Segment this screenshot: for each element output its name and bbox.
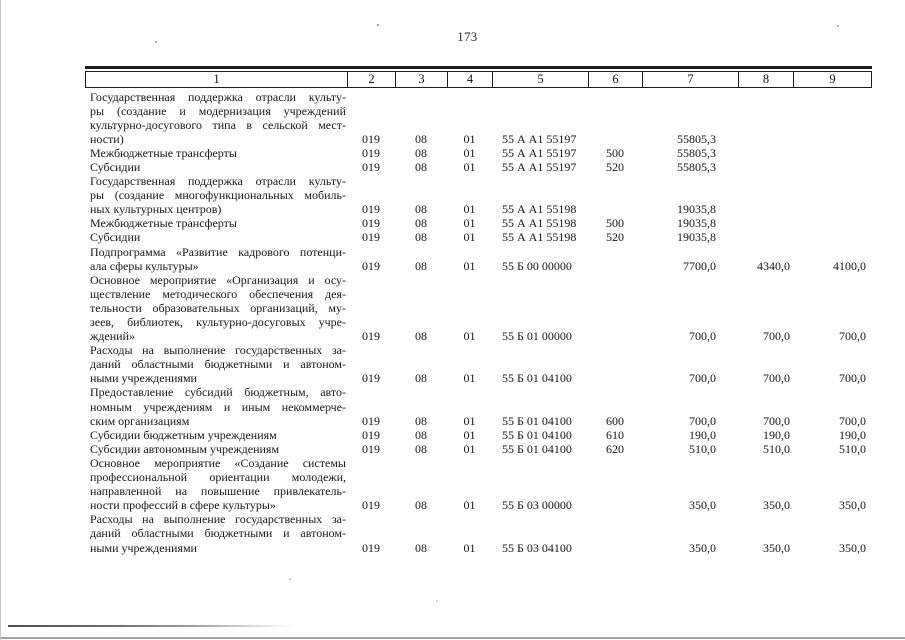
cell-col6: [588, 371, 642, 385]
budget-table: [85, 66, 872, 555]
row-name-line: ждений»: [90, 329, 135, 344]
cell-col5: 55 Б 01 04100: [502, 427, 572, 442]
row-name: [85, 442, 347, 456]
row-name-line: Межбюджетные трансферты: [90, 216, 237, 231]
cell-col4: 01: [463, 441, 476, 456]
cell-col5: 55 Б 01 00000: [502, 329, 572, 344]
cell-col8: 700,0: [763, 413, 790, 428]
cell-col6: 620: [606, 441, 624, 456]
scan-speck: [155, 41, 157, 43]
cell-col9: 700,0: [839, 371, 866, 386]
cell-col7: 190,0: [689, 427, 716, 442]
column-header: 9: [829, 71, 836, 86]
cell-col2: 019: [362, 202, 380, 217]
row-name-line: Субсидии автономным учреждениям: [90, 441, 280, 456]
cell-col7: 19035,8: [677, 230, 716, 245]
cell-col4: 01: [463, 230, 476, 245]
cell-col2: 019: [362, 413, 380, 428]
cell-col3: 08: [415, 371, 427, 386]
header-row: [85, 71, 872, 89]
scan-speck: [377, 24, 379, 26]
scan-speck: [289, 578, 291, 580]
row-name-line: Субсидии: [90, 230, 141, 245]
cell-col9: [793, 146, 872, 160]
cell-col5: 55 А А1 55197: [502, 145, 577, 160]
row-name: [85, 456, 347, 512]
cell-col5: 55 А А1 55198: [502, 216, 577, 231]
cell-col8: 4340,0: [757, 258, 790, 273]
cell-col4: 01: [463, 413, 476, 428]
row-name-line: ала сферы культуры»: [90, 258, 199, 273]
cell-col5: 55 Б 01 04100: [502, 413, 572, 428]
row-name: [85, 230, 347, 244]
cell-col7: 700,0: [689, 413, 716, 428]
cell-col4: 01: [463, 202, 476, 217]
cell-col2: 019: [362, 159, 380, 174]
cell-col3: 08: [415, 230, 427, 245]
cell-col7: 19035,8: [677, 216, 716, 231]
cell-col9: [793, 216, 872, 230]
cell-col6: 610: [606, 427, 624, 442]
column-header: 8: [739, 72, 794, 88]
cell-col6: [588, 498, 642, 512]
row-name-line: Субсидии бюджетным учреждениям: [90, 427, 277, 442]
row-name-line: ными учреждениями: [90, 371, 197, 386]
row-name: [85, 174, 347, 216]
scan-edge-left: [0, 0, 1, 640]
row-name: [85, 160, 347, 174]
table-row: [85, 442, 872, 456]
table-row: [85, 216, 872, 230]
cell-col3: 08: [415, 258, 427, 273]
cell-col7: 19035,8: [677, 202, 716, 217]
table-row: [85, 385, 872, 427]
row-name: [85, 385, 347, 427]
cell-col7: 510,0: [689, 441, 716, 456]
cell-col9: 700,0: [839, 413, 866, 428]
cell-col7: 7700,0: [683, 258, 716, 273]
table-row: [85, 230, 872, 244]
column-header: 1: [86, 72, 348, 88]
page-number: 173: [457, 30, 478, 44]
cell-col6: [588, 132, 642, 146]
cell-col2: 019: [362, 329, 380, 344]
cell-col4: 01: [463, 258, 476, 273]
cell-col2: 019: [362, 258, 380, 273]
cell-col7: 700,0: [689, 371, 716, 386]
row-name-line: зеев, библиотек, культурно-досуговых учре-: [90, 315, 346, 329]
column-header: 5: [493, 72, 589, 88]
row-name-line: ности профессий в сфере культуры»: [90, 498, 276, 513]
cell-col7: 350,0: [689, 498, 716, 513]
cell-col2: 019: [362, 427, 380, 442]
cell-col8: 700,0: [763, 329, 790, 344]
cell-col6: [588, 259, 642, 273]
cell-col3: 08: [415, 145, 427, 160]
table-top-rule: [85, 66, 872, 69]
cell-col8: [738, 146, 793, 160]
cell-col9: [793, 202, 872, 216]
cell-col2: 019: [362, 540, 380, 555]
row-name-line: Основное мероприятие «Организация и осу-: [90, 272, 346, 287]
row-name: [85, 343, 347, 385]
cell-col7: 350,0: [689, 540, 716, 555]
cell-col2: 019: [362, 441, 380, 456]
cell-col9: 350,0: [839, 540, 866, 555]
row-name-line: ры (создание многофункциональных мобиль-: [90, 188, 346, 203]
table-row: [85, 512, 872, 554]
cell-col8: 700,0: [763, 371, 790, 386]
cell-col6: 500: [606, 216, 624, 231]
cell-col2: 019: [362, 216, 380, 231]
row-name-line: Основное мероприятие «Создание системы: [90, 455, 346, 470]
cell-col8: 350,0: [763, 540, 790, 555]
cell-col5: 55 А А1 55198: [502, 202, 577, 217]
row-name-line: профессиональной ориентации молодежи,: [90, 470, 346, 485]
cell-col5: 55 Б 03 00000: [502, 498, 572, 513]
row-name-line: Государственная поддержка отрасли культу-: [90, 174, 346, 189]
cell-col2: 019: [362, 371, 380, 386]
table-row: [85, 245, 872, 273]
row-name: [85, 216, 347, 230]
cell-col6: 600: [606, 413, 624, 428]
cell-col2: 019: [362, 131, 380, 146]
row-name-line: ществление методического обеспечения дея-: [90, 286, 346, 301]
table-row: [85, 428, 872, 442]
table-row: [85, 273, 872, 343]
footnote-rule: [8, 625, 308, 627]
cell-col7: 700,0: [689, 329, 716, 344]
cell-col8: 190,0: [763, 427, 790, 442]
cell-col5: 55 Б 00 00000: [502, 258, 572, 273]
cell-col3: 08: [415, 540, 427, 555]
row-name-line: направленной на повышение привлекатель-: [90, 484, 346, 499]
column-header: 4: [448, 72, 493, 88]
table-row: [85, 174, 872, 216]
row-name-line: даний областными бюджетными и автоном-: [90, 526, 346, 541]
cell-col6: [588, 202, 642, 216]
cell-col6: [588, 329, 642, 343]
row-name-line: Предоставление субсидий бюджетным, авто-: [90, 385, 346, 400]
row-name-line: Расходы на выполнение государственных за-: [90, 343, 346, 358]
row-name: [85, 90, 347, 146]
cell-col8: [738, 202, 793, 216]
cell-col5: 55 А А1 55197: [502, 131, 577, 146]
cell-col9: [793, 230, 872, 244]
cell-col5: 55 А А1 55198: [502, 230, 577, 245]
cell-col8: 350,0: [763, 498, 790, 513]
cell-col3: 08: [415, 498, 427, 513]
cell-col4: 01: [463, 131, 476, 146]
cell-col5: 55 Б 01 04100: [502, 371, 572, 386]
cell-col4: 01: [463, 427, 476, 442]
cell-col8: [738, 216, 793, 230]
row-name-line: ных культурных центров): [90, 202, 222, 217]
cell-col8: [738, 160, 793, 174]
row-name: [85, 273, 347, 343]
cell-col4: 01: [463, 216, 476, 231]
cell-col9: 510,0: [839, 441, 866, 456]
row-name-line: Государственная поддержка отрасли культу-: [90, 89, 346, 104]
row-name-line: тельности образовательных организаций, му-: [90, 300, 346, 315]
row-name: [85, 245, 347, 273]
cell-col7: 55805,3: [677, 131, 716, 146]
cell-col8: 510,0: [763, 441, 790, 456]
row-name-line: Расходы на выполнение государственных за-: [90, 512, 346, 527]
cell-col2: 019: [362, 145, 380, 160]
cell-col6: [588, 541, 642, 555]
cell-col2: 019: [362, 498, 380, 513]
cell-col3: 08: [415, 329, 427, 344]
table-row: [85, 456, 872, 512]
table-row: [85, 90, 872, 146]
cell-col4: 01: [463, 329, 476, 344]
row-name-line: Субсидии: [90, 159, 141, 174]
row-name-line: ры (создание и модернизация учреждений: [90, 103, 346, 118]
cell-col9: 4100,0: [833, 258, 866, 273]
row-name: [85, 146, 347, 160]
row-name-line: Подпрограмма «Развитие кадрового потенци-: [90, 244, 346, 259]
cell-col7: 55805,3: [677, 145, 716, 160]
scan-speck: [436, 600, 438, 602]
cell-col4: 01: [463, 159, 476, 174]
cell-col8: [738, 230, 793, 244]
cell-col6: 520: [606, 230, 624, 245]
row-name-line: ности): [90, 131, 124, 146]
row-name-line: культурно-досугового типа в сельской мест-: [90, 117, 346, 132]
cell-col9: [793, 160, 872, 174]
row-name: [85, 428, 347, 442]
column-header: 3: [396, 72, 448, 88]
row-name: [85, 512, 347, 554]
cell-col9: [793, 132, 872, 146]
cell-col3: 08: [415, 131, 427, 146]
column-header: 2: [348, 72, 396, 88]
cell-col5: 55 А А1 55197: [502, 159, 577, 174]
cell-col3: 08: [415, 441, 427, 456]
table-row: [85, 146, 872, 160]
cell-col4: 01: [463, 371, 476, 386]
cell-col3: 08: [415, 216, 427, 231]
cell-col6: 520: [606, 159, 624, 174]
cell-col9: 190,0: [839, 427, 866, 442]
cell-col3: 08: [415, 427, 427, 442]
cell-col2: 019: [362, 230, 380, 245]
row-name-line: номным учреждениям и иным некоммерче-: [90, 399, 346, 414]
cell-col8: [738, 132, 793, 146]
cell-col9: 700,0: [839, 329, 866, 344]
cell-col4: 01: [463, 540, 476, 555]
cell-col5: 55 Б 03 04100: [502, 540, 572, 555]
column-header: 7: [643, 72, 739, 88]
cell-col7: 55805,3: [677, 159, 716, 174]
cell-col4: 01: [463, 145, 476, 160]
column-header: 6: [589, 72, 643, 88]
cell-col3: 08: [415, 202, 427, 217]
cell-col4: 01: [463, 498, 476, 513]
scan-edge-bottom: [0, 637, 905, 639]
cell-col3: 08: [415, 159, 427, 174]
cell-col3: 08: [415, 413, 427, 428]
row-name-line: ским организациям: [90, 413, 190, 428]
cell-col6: 500: [606, 145, 624, 160]
table-body: [85, 90, 872, 555]
table-row: [85, 160, 872, 174]
row-name-line: Межбюджетные трансферты: [90, 145, 237, 160]
scan-speck: [837, 25, 839, 27]
row-name-line: даний областными бюджетными и автоном-: [90, 357, 346, 372]
table-row: [85, 343, 872, 385]
cell-col5: 55 Б 01 04100: [502, 441, 572, 456]
cell-col9: 350,0: [839, 498, 866, 513]
row-name-line: ными учреждениями: [90, 540, 197, 555]
